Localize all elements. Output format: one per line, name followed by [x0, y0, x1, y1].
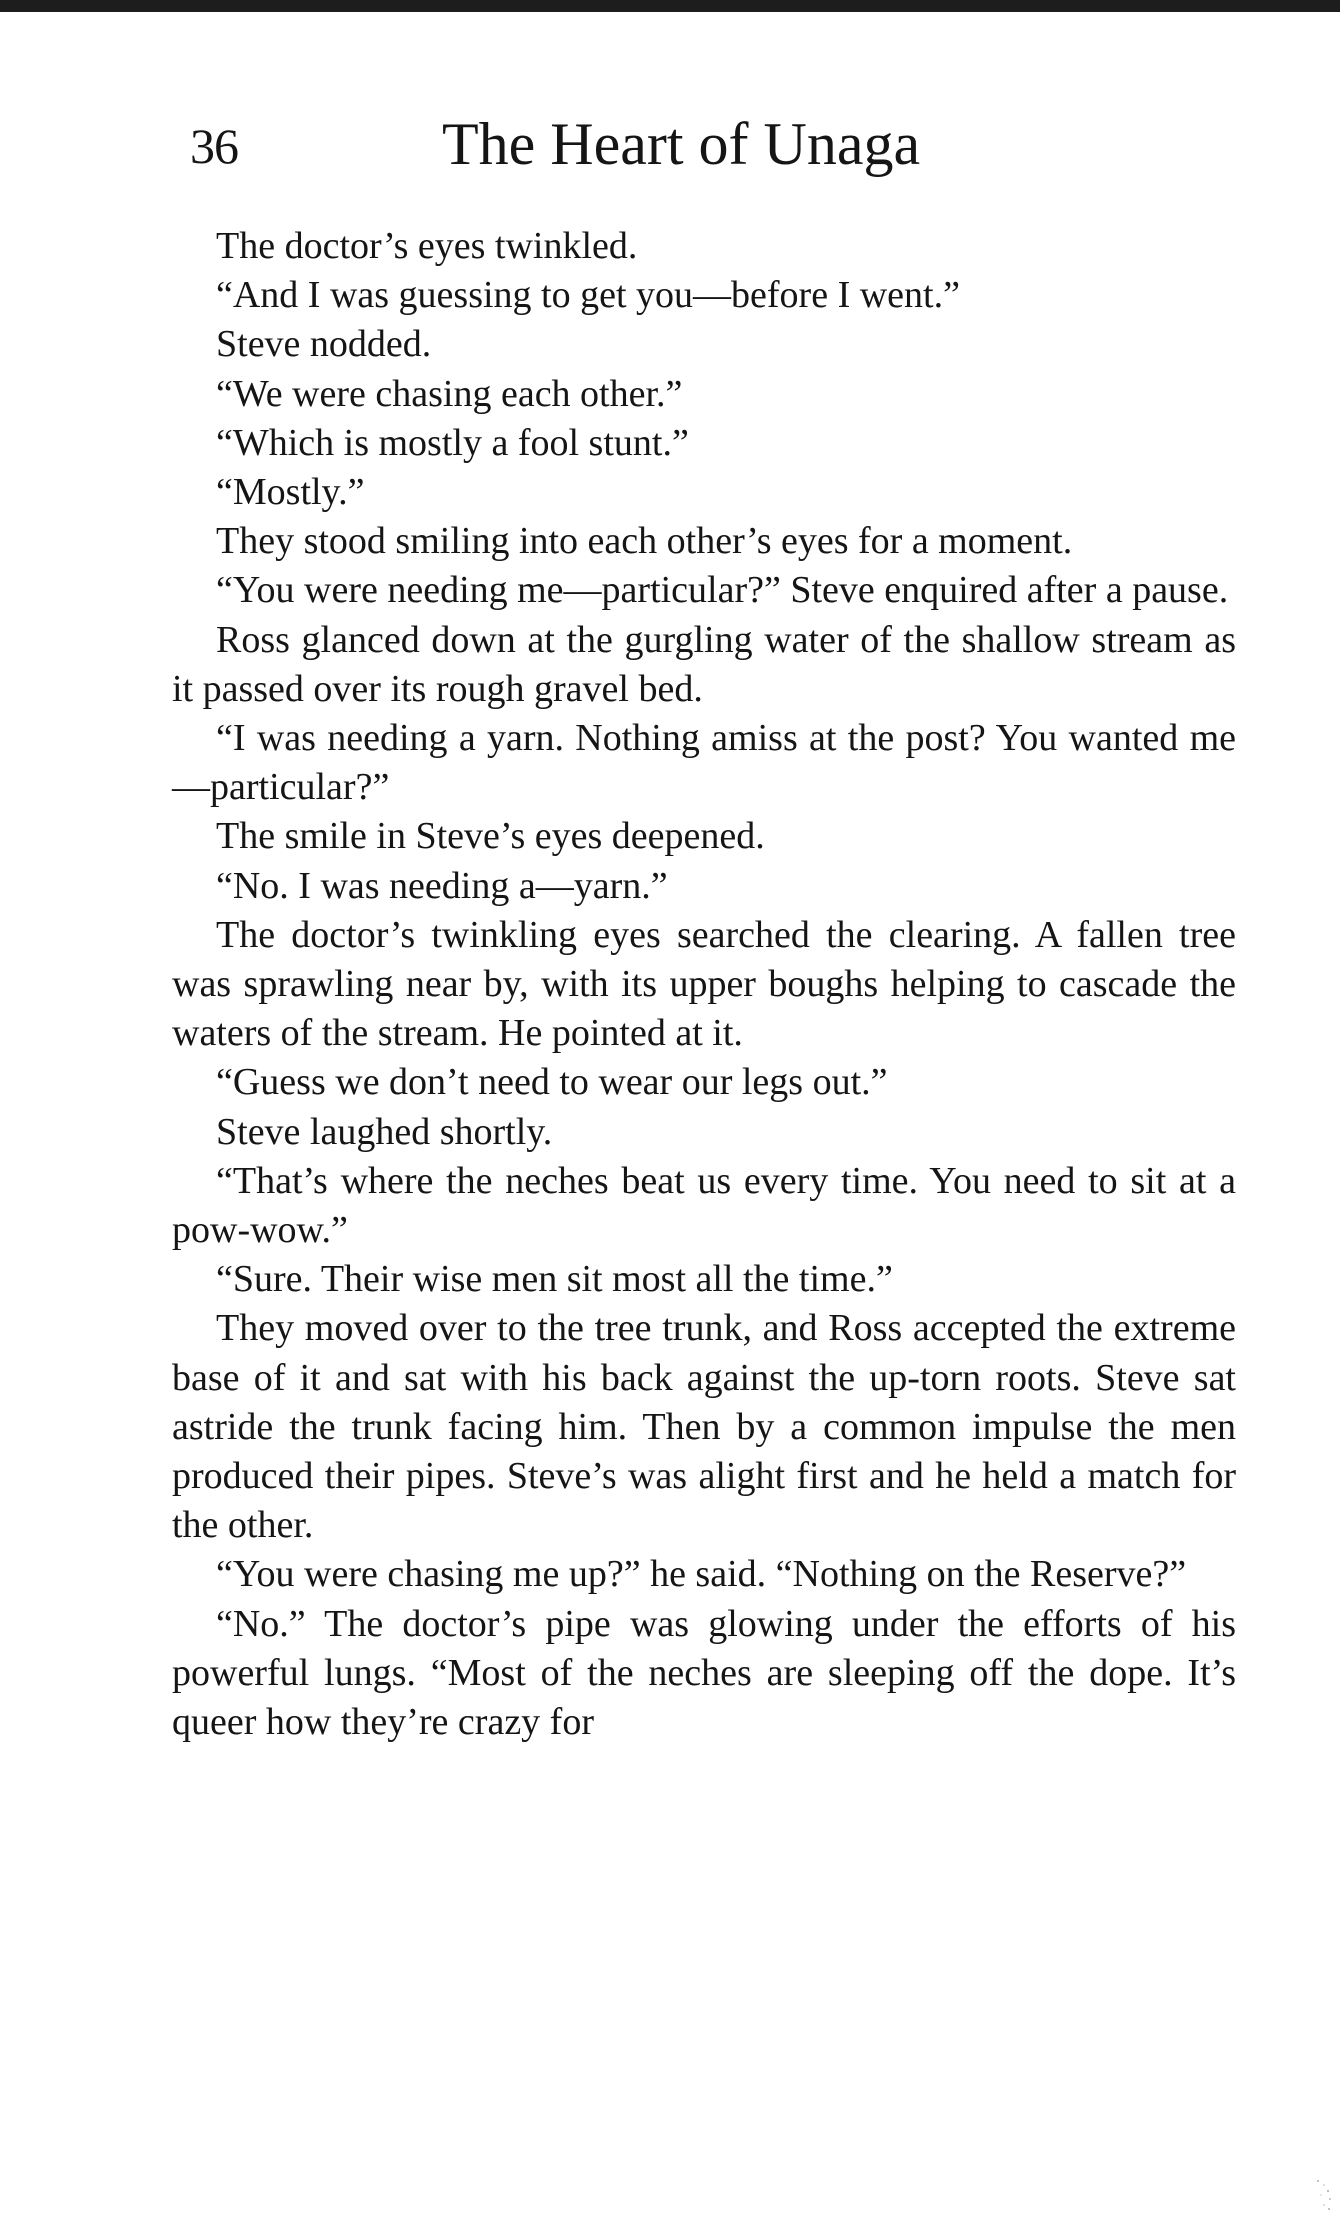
- paragraph: “You were needing me—particular?” Steve enquired after a pause.: [216, 569, 1229, 612]
- scan-specks: [1312, 2175, 1334, 2215]
- paragraph: They stood smiling into each other’s eyes for a moment.: [216, 520, 1073, 563]
- paragraph: “I was needing a yarn. Nothing amiss at the post? You wanted me—particular?”: [172, 717, 1236, 809]
- body-text: [172, 222, 1236, 1747]
- paragraph: Steve laughed shortly.: [216, 1110, 553, 1153]
- paragraph: “We were chasing each other.”: [216, 372, 683, 415]
- paragraph: Steve nodded.: [216, 323, 432, 366]
- paragraph: “That’s where the neches beat us every time. You need to sit at a pow-wow.”: [172, 1159, 1236, 1252]
- paragraph: The doctor’s twinkling eyes searched the clearing. A fallen tree was sprawling near by, with its upper boughs helping to cascade the waters of the stream. He pointed at it.: [172, 913, 1236, 1055]
- paragraph: “And I was guessing to get you—before I went.”: [216, 274, 960, 317]
- paragraph: They moved over to the tree trunk, and Ross accepted the extreme base of it and sat with his back against the up-torn roots. Steve sat astride the trunk facing him. Then by a common impulse the men produced their pipes. Steve’s was alight first and he held a match for the other.: [172, 1307, 1236, 1547]
- running-head: The Heart of Unaga: [442, 111, 921, 177]
- paragraph: “Sure. Their wise men sit most all the time.”: [216, 1258, 893, 1301]
- top-border: [0, 0, 1340, 12]
- paragraph: “You were chasing me up?” he said. “Nothing on the Reserve?”: [216, 1553, 1187, 1596]
- page-number: 36: [190, 118, 238, 174]
- page-header: [0, 108, 1340, 188]
- paragraph: “No. I was needing a—yarn.”: [216, 864, 668, 907]
- paragraph: “No.” The doctor’s pipe was glowing under the efforts of his powerful lungs. “Most of the neches are sleeping off the dope. It’s queer how they’re crazy for: [172, 1602, 1236, 1744]
- paragraph: The smile in Steve’s eyes deepened.: [216, 815, 765, 858]
- paragraph: “Guess we don’t need to wear our legs out.”: [216, 1061, 888, 1104]
- paragraph: Ross glanced down at the gurgling water of the shallow stream as it passed over its rough gravel bed.: [172, 618, 1236, 710]
- paragraph: “Mostly.”: [216, 471, 365, 514]
- speck-marks: [1312, 2175, 1334, 2215]
- paragraph: “Which is mostly a fool stunt.”: [216, 421, 689, 464]
- paragraph: The doctor’s eyes twinkled.: [216, 225, 638, 267]
